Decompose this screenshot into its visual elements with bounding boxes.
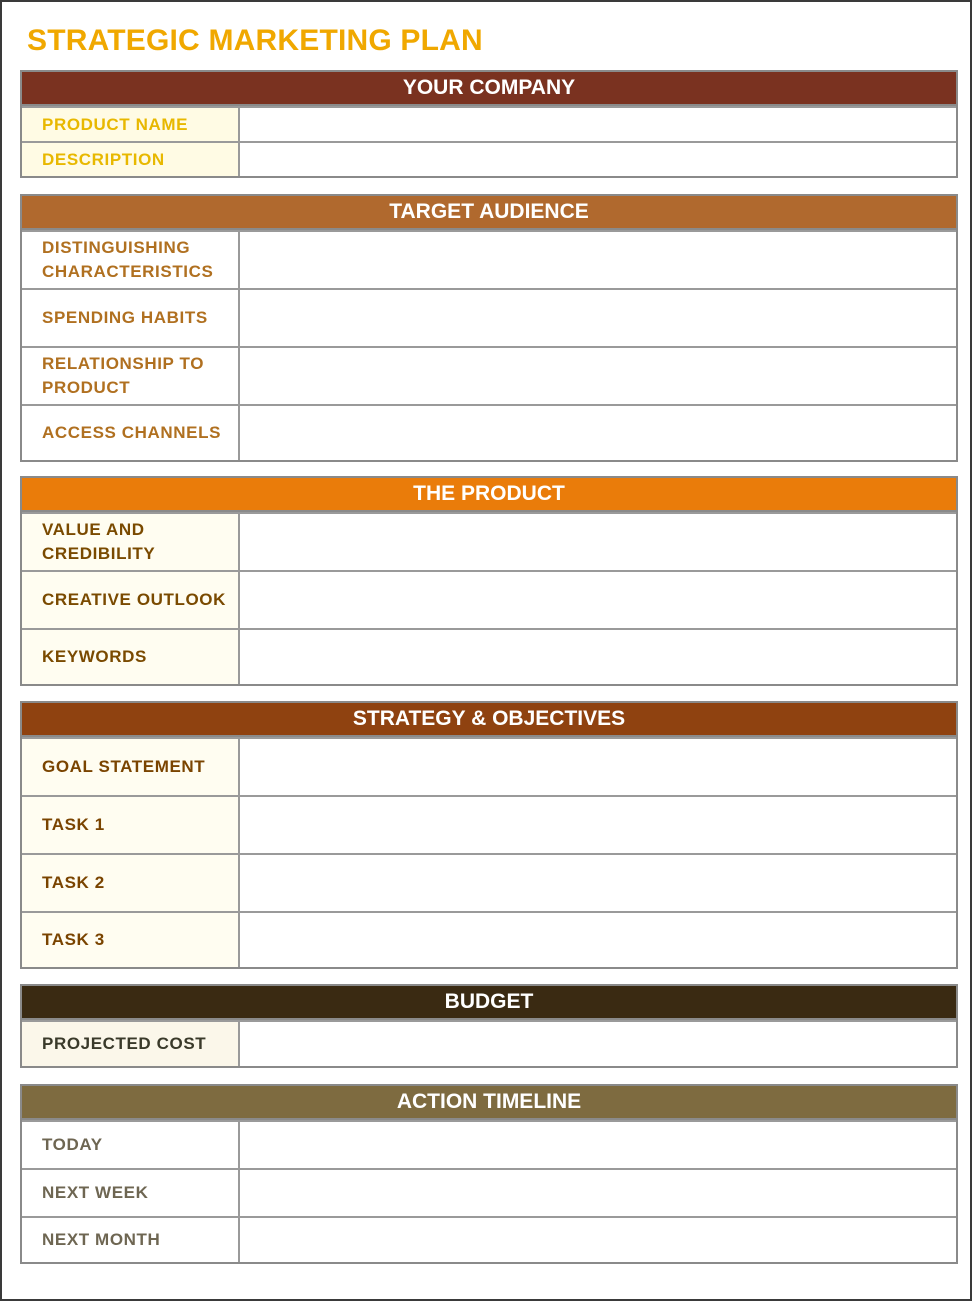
product-name-field[interactable] — [240, 108, 956, 141]
section-header: TARGET AUDIENCE — [22, 196, 956, 230]
form-row-description — [22, 141, 956, 176]
page-title: STRATEGIC MARKETING PLAN — [27, 24, 483, 57]
task-1-field[interactable] — [240, 797, 956, 853]
section-header: YOUR COMPANY — [22, 72, 956, 106]
field-label: KEYWORDS — [22, 630, 240, 684]
field-label: DISTINGUISHING CHARACTERISTICS — [22, 232, 240, 288]
form-row — [22, 737, 956, 795]
form-row — [22, 404, 956, 460]
projected-cost-field[interactable] — [240, 1022, 956, 1066]
section-your-company — [20, 70, 958, 178]
goal-statement-field[interactable] — [240, 739, 956, 795]
access-channels-field[interactable] — [240, 406, 956, 460]
next-month-field[interactable] — [240, 1218, 956, 1262]
spending-habits-field[interactable] — [240, 290, 956, 346]
form-row — [22, 512, 956, 570]
form-row — [22, 1120, 956, 1168]
form-row — [22, 288, 956, 346]
section-budget — [20, 984, 958, 1068]
task-3-field[interactable] — [240, 913, 956, 967]
section-header: STRATEGY & OBJECTIVES — [22, 703, 956, 737]
field-label: CREATIVE OUTLOOK — [22, 572, 240, 628]
field-label: ACCESS CHANNELS — [22, 406, 240, 460]
field-label: VALUE AND CREDIBILITY — [22, 514, 240, 570]
field-label: TASK 3 — [22, 913, 240, 967]
field-label: TASK 2 — [22, 855, 240, 911]
section-header: THE PRODUCT — [22, 478, 956, 512]
field-label: NEXT MONTH — [22, 1218, 240, 1262]
value-and-credibility-field[interactable] — [240, 514, 956, 570]
section-strategy-objectives — [20, 701, 958, 969]
field-label: DESCRIPTION — [22, 143, 240, 176]
section-action-timeline — [20, 1084, 958, 1264]
section-the-product — [20, 476, 958, 686]
form-row — [22, 346, 956, 404]
form-row — [22, 1020, 956, 1066]
field-label: TASK 1 — [22, 797, 240, 853]
next-week-field[interactable] — [240, 1170, 956, 1216]
form-row — [22, 911, 956, 967]
description-field[interactable] — [240, 143, 956, 176]
form-row — [22, 230, 956, 288]
keywords-field[interactable] — [240, 630, 956, 684]
field-label: PROJECTED COST — [22, 1022, 240, 1066]
form-row — [22, 628, 956, 684]
section-header: ACTION TIMELINE — [22, 1086, 956, 1120]
field-label: SPENDING HABITS — [22, 290, 240, 346]
form-row — [22, 853, 956, 911]
relationship-to-product-field[interactable] — [240, 348, 956, 404]
field-label: RELATIONSHIP TO PRODUCT — [22, 348, 240, 404]
today-field[interactable] — [240, 1122, 956, 1168]
field-label: PRODUCT NAME — [22, 108, 240, 141]
distinguishing-characteristics-field[interactable] — [240, 232, 956, 288]
form-row — [22, 1168, 956, 1216]
form-row-product-name — [22, 106, 956, 141]
task-2-field[interactable] — [240, 855, 956, 911]
section-header: BUDGET — [22, 986, 956, 1020]
field-label: TODAY — [22, 1122, 240, 1168]
form-row — [22, 1216, 956, 1262]
creative-outlook-field[interactable] — [240, 572, 956, 628]
field-label: GOAL STATEMENT — [22, 739, 240, 795]
form-row — [22, 795, 956, 853]
form-row — [22, 570, 956, 628]
section-target-audience — [20, 194, 958, 462]
field-label: NEXT WEEK — [22, 1170, 240, 1216]
